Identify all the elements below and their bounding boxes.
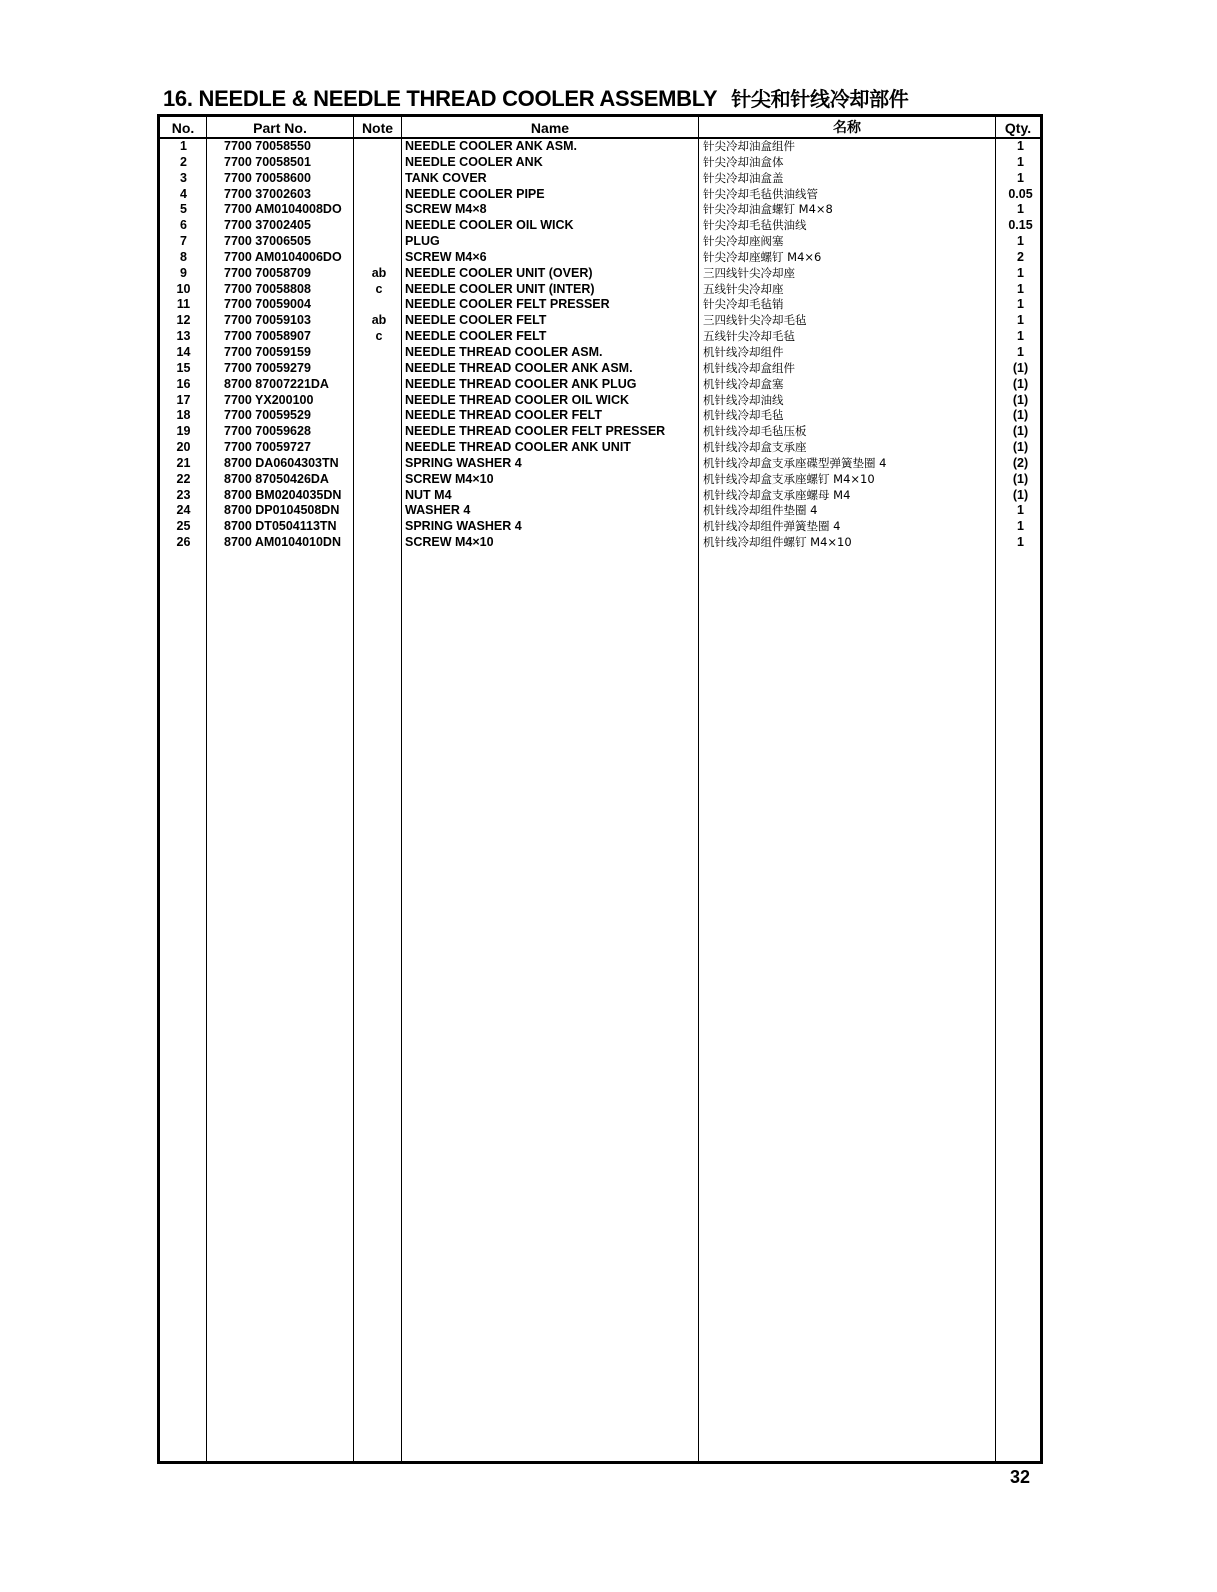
cell-name: NEEDLE THREAD COOLER FELT PRESSER [405, 424, 666, 439]
header-note: Note [361, 120, 394, 136]
table-row [160, 440, 1040, 456]
cell-no: 3 [180, 170, 187, 185]
cell-qty: 0.05 [1008, 186, 1033, 201]
cell-name-cn: 机针线冷却油线 [703, 392, 784, 407]
cell-qty: (2) [1012, 455, 1029, 470]
cell-qty: 1 [1017, 234, 1024, 249]
cell-name: NEEDLE THREAD COOLER ANK PLUG [405, 376, 637, 391]
cell-part-no: 7700 37002603 [224, 186, 311, 201]
page-title [163, 83, 909, 112]
cell-part-no: 8700 87007221DA [224, 376, 329, 391]
table-row [160, 313, 1040, 329]
cell-name: SCREW M4×10 [405, 535, 494, 550]
cell-qty: 1 [1017, 519, 1024, 534]
cell-part-no: 8700 87050426DA [224, 471, 329, 486]
cell-no: 12 [176, 313, 191, 328]
table-row [160, 297, 1040, 313]
cell-no: 23 [176, 487, 191, 502]
header-no: No. [171, 120, 195, 136]
cell-qty: 1 [1017, 297, 1024, 312]
cell-qty: (1) [1012, 440, 1029, 455]
cell-name: TANK COVER [405, 170, 487, 185]
table-row [160, 488, 1040, 504]
cell-note: c [375, 329, 383, 344]
table-row [160, 187, 1040, 203]
cell-no: 15 [176, 360, 191, 375]
cell-no: 18 [176, 408, 191, 423]
cell-no: 6 [180, 218, 187, 233]
cell-note: ab [371, 313, 387, 328]
cell-part-no: 7700 70059529 [224, 408, 311, 423]
cell-part-no: 7700 70059279 [224, 360, 311, 375]
cell-part-no: 7700 70058600 [224, 170, 311, 185]
table-row [160, 202, 1040, 218]
cell-name-cn: 针尖冷却油盒螺钉 M4×8 [703, 202, 833, 217]
cell-name: NEEDLE THREAD COOLER ASM. [405, 344, 603, 359]
table-row [160, 329, 1040, 345]
cell-qty: (1) [1012, 487, 1029, 502]
cell-qty: (1) [1012, 471, 1029, 486]
cell-no: 21 [176, 455, 191, 470]
cell-qty: 1 [1017, 170, 1024, 185]
cell-name: SCREW M4×8 [405, 202, 487, 217]
cell-part-no: 7700 37002405 [224, 218, 311, 233]
cell-qty: 1 [1017, 313, 1024, 328]
cell-name-cn: 五线针尖冷却座 [703, 281, 784, 296]
cell-qty: 1 [1017, 265, 1024, 280]
cell-name-cn: 针尖冷却座螺钉 M4×6 [703, 249, 822, 264]
cell-no: 17 [176, 392, 191, 407]
title-cn: 针尖和针线冷却部件 [731, 87, 909, 111]
cell-qty: 1 [1017, 535, 1024, 550]
cell-no: 7 [180, 234, 187, 249]
cell-qty: 1 [1017, 503, 1024, 518]
cell-qty: (1) [1012, 424, 1029, 439]
cell-no: 26 [176, 535, 191, 550]
cell-part-no: 7700 37006505 [224, 234, 311, 249]
cell-no: 14 [176, 344, 191, 359]
table-row [160, 377, 1040, 393]
cell-name-cn: 机针线冷却毛毡压板 [703, 424, 807, 439]
cell-no: 10 [176, 281, 191, 296]
cell-no: 24 [176, 503, 191, 518]
cell-part-no: 7700 70058501 [224, 154, 311, 169]
cell-note: c [375, 281, 383, 296]
header-name: Name [530, 120, 570, 136]
cell-part-no: 7700 70059727 [224, 440, 311, 455]
table-row [160, 218, 1040, 234]
cell-part-no: 8700 DP0104508DN [224, 503, 340, 518]
cell-name: NEEDLE COOLER FELT [405, 313, 547, 328]
cell-name: SCREW M4×10 [405, 471, 494, 486]
cell-name-cn: 机针线冷却组件 [703, 344, 784, 359]
cell-no: 25 [176, 519, 191, 534]
cell-part-no: 7700 70058550 [224, 139, 311, 153]
table-row [160, 393, 1040, 409]
cell-name-cn: 针尖冷却毛毡销 [703, 297, 784, 312]
table-body [160, 139, 1040, 551]
cell-name-cn: 机针线冷却组件垫圈 4 [703, 503, 818, 518]
cell-qty: (1) [1012, 376, 1029, 391]
cell-no: 22 [176, 471, 191, 486]
cell-no: 8 [180, 249, 187, 264]
cell-part-no: 7700 AM0104008DO [224, 202, 342, 217]
cell-qty: 0.15 [1008, 218, 1033, 233]
cell-name-cn: 机针线冷却盒塞 [703, 376, 784, 391]
cell-no: 20 [176, 440, 191, 455]
cell-name-cn: 机针线冷却盒支承座螺钉 M4×10 [703, 471, 875, 486]
cell-name: SCREW M4×6 [405, 249, 487, 264]
cell-part-no: 7700 AM0104006DO [224, 249, 342, 264]
cell-part-no: 7700 70059103 [224, 313, 311, 328]
cell-name-cn: 针尖冷却油盒盖 [703, 170, 784, 185]
cell-name-cn: 机针线冷却毛毡 [703, 408, 784, 423]
table-row [160, 155, 1040, 171]
cell-part-no: 7700 70059159 [224, 344, 311, 359]
cell-name: NUT M4 [405, 487, 452, 502]
cell-name: NEEDLE THREAD COOLER FELT [405, 408, 602, 423]
cell-name: WASHER 4 [405, 503, 471, 518]
header-qty: Qty. [1004, 120, 1032, 136]
cell-name: NEEDLE COOLER ANK [405, 154, 543, 169]
table-row [160, 234, 1040, 250]
cell-part-no: 7700 70058907 [224, 329, 311, 344]
cell-name-cn: 针尖冷却毛毡供油线管 [703, 186, 818, 201]
cell-no: 11 [176, 297, 191, 312]
cell-qty: 1 [1017, 329, 1024, 344]
table-row [160, 519, 1040, 535]
table-row [160, 456, 1040, 472]
cell-no: 19 [176, 424, 191, 439]
title-en: 16. NEEDLE & NEEDLE THREAD COOLER ASSEMBLY [163, 86, 718, 111]
cell-name: NEEDLE THREAD COOLER ANK ASM. [405, 360, 633, 375]
header-part-no: Part No. [253, 120, 307, 136]
cell-name: NEEDLE COOLER OIL WICK [405, 218, 574, 233]
cell-name: NEEDLE COOLER ANK ASM. [405, 139, 577, 153]
table-row [160, 361, 1040, 377]
page-number: 32 [1010, 1467, 1031, 1487]
cell-name-cn: 机针线冷却组件弹簧垫圈 4 [703, 519, 841, 534]
cell-name-cn: 针尖冷却油盒体 [703, 154, 784, 169]
table-row [160, 345, 1040, 361]
header-name-cn: 名称 [833, 120, 861, 136]
cell-name-cn: 五线针尖冷却毛毡 [703, 329, 795, 344]
cell-qty: (1) [1012, 392, 1029, 407]
table-row [160, 503, 1040, 519]
cell-name: SPRING WASHER 4 [405, 455, 522, 470]
cell-name-cn: 针尖冷却毛毡供油线 [703, 218, 807, 233]
table-row [160, 535, 1040, 551]
table-row [160, 472, 1040, 488]
cell-no: 4 [180, 186, 187, 201]
cell-qty: 1 [1017, 139, 1024, 153]
cell-name-cn: 机针线冷却盒组件 [703, 360, 795, 375]
cell-name: NEEDLE COOLER FELT PRESSER [405, 297, 610, 312]
cell-name-cn: 三四线针尖冷却座 [703, 265, 795, 280]
cell-name: NEEDLE COOLER UNIT (INTER) [405, 281, 595, 296]
cell-name-cn: 机针线冷却组件螺钉 M4×10 [703, 535, 852, 550]
table-row [160, 139, 1040, 155]
cell-name-cn: 机针线冷却盒支承座 [703, 440, 807, 455]
cell-part-no: 7700 70058709 [224, 265, 311, 280]
cell-qty: 1 [1017, 154, 1024, 169]
cell-qty: 2 [1017, 249, 1024, 264]
cell-part-no: 8700 DT0504113TN [224, 519, 337, 534]
table-row [160, 282, 1040, 298]
cell-qty: (1) [1012, 408, 1029, 423]
cell-no: 9 [180, 265, 187, 280]
table-row [160, 408, 1040, 424]
cell-name-cn: 机针线冷却盒支承座螺母 M4 [703, 487, 851, 502]
cell-part-no: 8700 AM0104010DN [224, 535, 341, 550]
cell-qty: (1) [1012, 360, 1029, 375]
cell-name: PLUG [405, 234, 440, 249]
cell-name: NEEDLE COOLER FELT [405, 329, 547, 344]
cell-name: SPRING WASHER 4 [405, 519, 522, 534]
cell-part-no: 7700 YX200100 [224, 392, 314, 407]
cell-part-no: 7700 70059628 [224, 424, 311, 439]
cell-no: 13 [176, 329, 191, 344]
cell-qty: 1 [1017, 202, 1024, 217]
cell-no: 5 [180, 202, 187, 217]
cell-name: NEEDLE COOLER UNIT (OVER) [405, 265, 593, 280]
cell-part-no: 8700 DA0604303TN [224, 455, 339, 470]
cell-name: NEEDLE THREAD COOLER ANK UNIT [405, 440, 631, 455]
cell-name: NEEDLE COOLER PIPE [405, 186, 545, 201]
cell-name-cn: 三四线针尖冷却毛毡 [703, 313, 807, 328]
cell-part-no: 7700 70059004 [224, 297, 311, 312]
table-row [160, 171, 1040, 187]
table-row [160, 266, 1040, 282]
cell-name: NEEDLE THREAD COOLER OIL WICK [405, 392, 630, 407]
table-row [160, 250, 1040, 266]
cell-part-no: 7700 70058808 [224, 281, 311, 296]
cell-name-cn: 针尖冷却油盒组件 [703, 139, 795, 153]
cell-no: 2 [180, 154, 187, 169]
cell-name-cn: 针尖冷却座阀塞 [703, 234, 784, 249]
cell-note: ab [371, 265, 387, 280]
cell-part-no: 8700 BM0204035DN [224, 487, 342, 502]
cell-qty: 1 [1017, 344, 1024, 359]
cell-qty: 1 [1017, 281, 1024, 296]
cell-no: 16 [176, 376, 191, 391]
cell-no: 1 [180, 139, 187, 153]
parts-table [157, 114, 1043, 1464]
table-row [160, 424, 1040, 440]
cell-name-cn: 机针线冷却盒支承座碟型弹簧垫圈 4 [703, 455, 887, 470]
